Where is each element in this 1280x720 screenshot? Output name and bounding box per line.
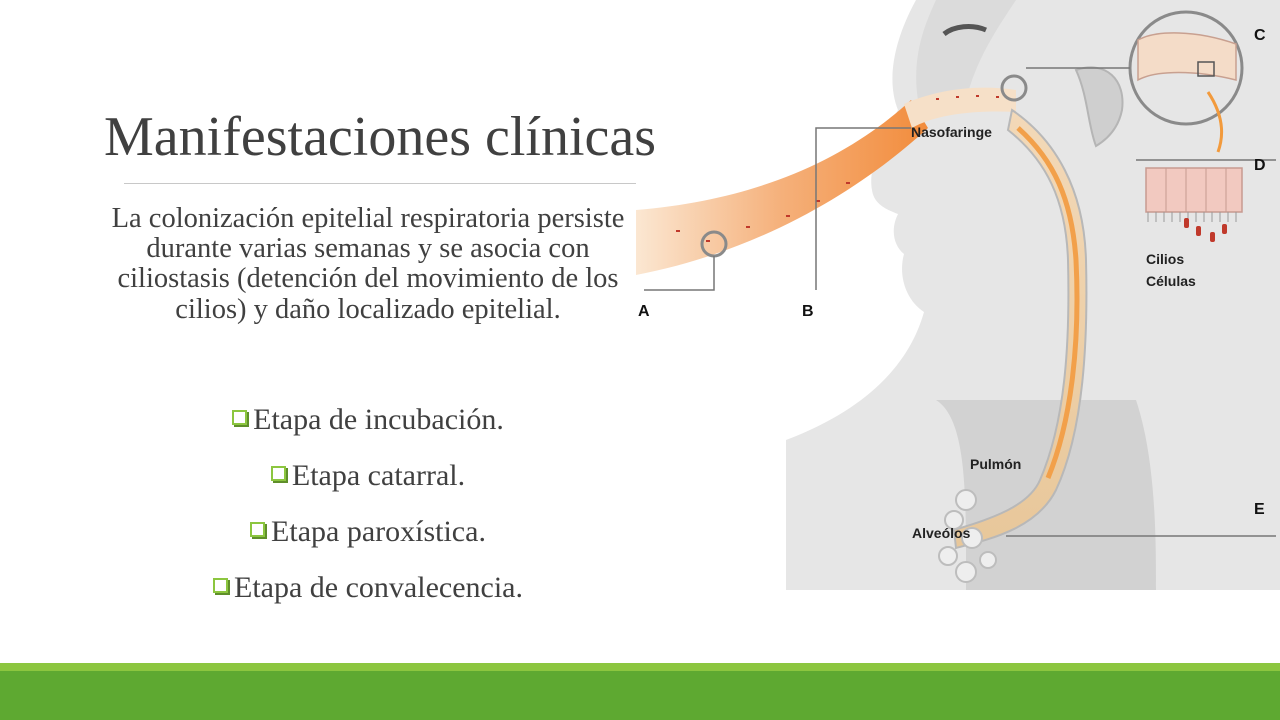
label-alveolos: Alveólos xyxy=(912,525,971,541)
footer-bar xyxy=(0,671,1280,720)
label-nasofaringe: Nasofaringe xyxy=(911,124,992,140)
letter-c: C xyxy=(1254,27,1266,44)
checkbox-bullet-icon xyxy=(232,410,247,425)
checkbox-bullet-icon xyxy=(213,578,228,593)
list-item xyxy=(102,400,634,456)
list-item xyxy=(102,512,634,568)
list-item-text: Etapa de incubación. xyxy=(253,403,504,436)
list-item-text: Etapa catarral. xyxy=(291,459,466,492)
description-paragraph: La colonización epitelial respiratoria persiste durante varias semanas y se asocia con ciliostasis (detención del movimiento de los cilios) y daño localizado epitelial. xyxy=(111,203,625,325)
list-item-text: Etapa paroxística. xyxy=(271,515,486,548)
slide-title: Manifestaciones clínicas xyxy=(104,106,657,168)
label-pulmon: Pulmón xyxy=(970,456,1022,472)
respiratory-infection-diagram xyxy=(636,0,1280,600)
checkbox-bullet-icon xyxy=(271,466,286,481)
letter-d: D xyxy=(1254,157,1266,174)
letter-a: A xyxy=(638,303,650,320)
list-item-text: Etapa de convalecencia. xyxy=(234,571,523,604)
label-cilios: Cilios xyxy=(1146,251,1185,267)
list-item xyxy=(102,456,634,512)
footer-accent-stripe xyxy=(0,663,1280,671)
checkbox-bullet-icon xyxy=(250,522,265,537)
label-celulas: Células xyxy=(1146,273,1196,289)
letter-b: B xyxy=(802,303,814,320)
letter-e: E xyxy=(1254,501,1265,518)
stage-list xyxy=(102,400,634,624)
list-item xyxy=(102,568,634,624)
title-divider xyxy=(124,183,636,184)
slide-body xyxy=(102,204,634,325)
